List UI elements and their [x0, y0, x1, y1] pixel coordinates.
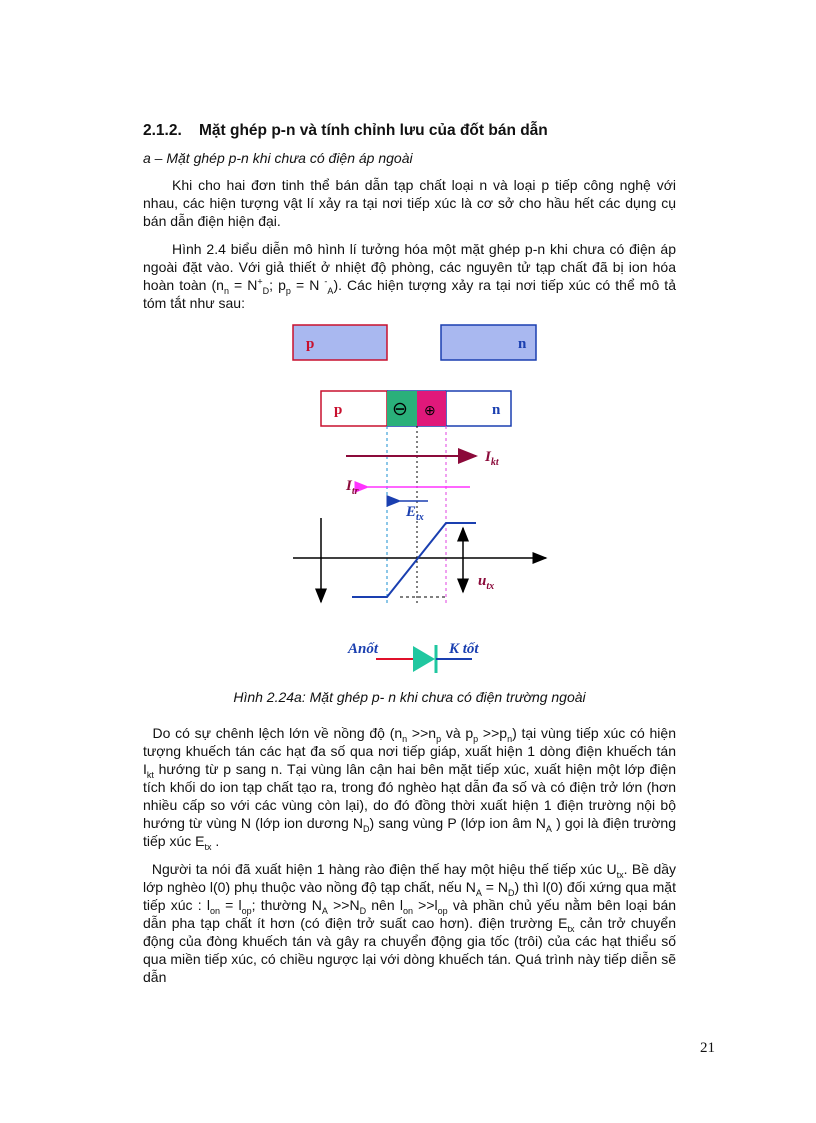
potential-curve [352, 523, 476, 597]
paragraph-1: Khi cho hai đơn tinh thể bán dẫn tạp chất loại n và loại p tiếp công nghệ với nhau, các hiện tượng vật lí xảy ra tại nơi tiếp xúc là cơ sở cho hầu hết các dụng cụ bán dẫn điện hiện đại. [143, 177, 676, 229]
junction-p-region [321, 391, 387, 426]
section-number: 2.1.2. [143, 122, 182, 139]
paragraph-2: Hình 2.4 biểu diễn mô hình lí tưởng hóa một mặt ghép p-n khi chưa có điện áp ngoài đặt vào. Với giả thiết ở nhiệt độ phòng, các nguyên tử tạp chất đã bị ion hóa hoàn toàn ($n_n = N^+_D$; $p_p = N$ -$_A$). Các hiện tượng xảy ra tại nơi tiếp xúc có thể mô tả tóm tắt như sau: [143, 241, 676, 311]
pn-junction-figure [280, 315, 560, 675]
utx-label: $u_{tx}$ [478, 573, 495, 592]
diode-triangle [413, 646, 435, 672]
n-block-label: n [518, 336, 527, 352]
section-title: Mặt ghép p-n và tính chỉnh lưu của đốt bán dẫn [199, 122, 548, 139]
negative-ion-symbol: ⊖ [392, 399, 408, 420]
section-heading [143, 122, 548, 140]
junction-n-label: n [492, 402, 501, 418]
figure-caption: Hình 2.24a: Mặt ghép p- n khi chưa có điện trường ngoài [233, 689, 586, 705]
paragraph-4: Người ta nói đã xuất hiện 1 hàng rào điện thế hay một hiệu thế tiếp xúc $U_{tx}$. Bề dầy lớp nghèo l(0) phụ thuộc vào nồng độ tạp chất, nếu $N_A = N_D$) thì l(0) đối xứng qua mặt tiếp xúc : $l_{on} = l_{op}$; thường $N_A >>N_D$ nên $l_{on} >>l_{op}$ và phần chủ yếu nằm bên loại bán dẫn pha tạp chất ít hơn (có điện trở suất cao hơn). điện trường $E_{tx}$ cản trở chuyển động của đòng khuếch tán và gây ra chuyển động gia tốc (trôi) của các hạt thiểu số qua miền tiếp xúc, có chiều ngược lại với dòng khuếch tán. Quá trình này tiếp diễn sẽ dẫn [143, 861, 677, 985]
paragraph-3: Do có sự chênh lệch lớn về nồng độ ($n_n >>n_p$ và $p_p >>p_n$) tại vùng tiếp xúc có hiện tượng khuếch tán các hạt đa số qua nơi tiếp giáp, xuất hiện 1 dòng điện khuếch tán $I_{kt}$ hướng từ p sang n. Tại vùng lân cận hai bên mặt tiếp xúc, xuất hiện một lớp điện tích khối do ion tạp chất tạo ra, trong đó nghèo hạt dẫn đa số và có điện trở lớn (hơn nhiều cấp so với các vùng còn lại), do đó đồng thời xuất hiện 1 điện trường nội bộ hướng từ vùng N (lớp ion dương $N_D$) sang vùng P (lớp ion âm $N_A$ ) gọi là điện trường tiếp xúc $E_{tx}$ . [143, 725, 677, 852]
subsection-heading: a – Mặt ghép p-n khi chưa có điện áp ngoài [143, 150, 413, 166]
ikt-label: $I_{kt}$ [485, 449, 499, 468]
cathode-label: K tốt [449, 641, 479, 657]
junction-n-region [446, 391, 511, 426]
etx-label: $E_{tx}$ [406, 504, 424, 523]
p-block-label: p [306, 336, 315, 352]
itr-label: $I_{tr}$ [346, 478, 359, 497]
junction-p-label: p [334, 402, 343, 418]
page-number: 21 [700, 1040, 715, 1056]
positive-ion-symbol: ⊕ [424, 404, 436, 419]
anode-label: Anốt [348, 641, 379, 657]
